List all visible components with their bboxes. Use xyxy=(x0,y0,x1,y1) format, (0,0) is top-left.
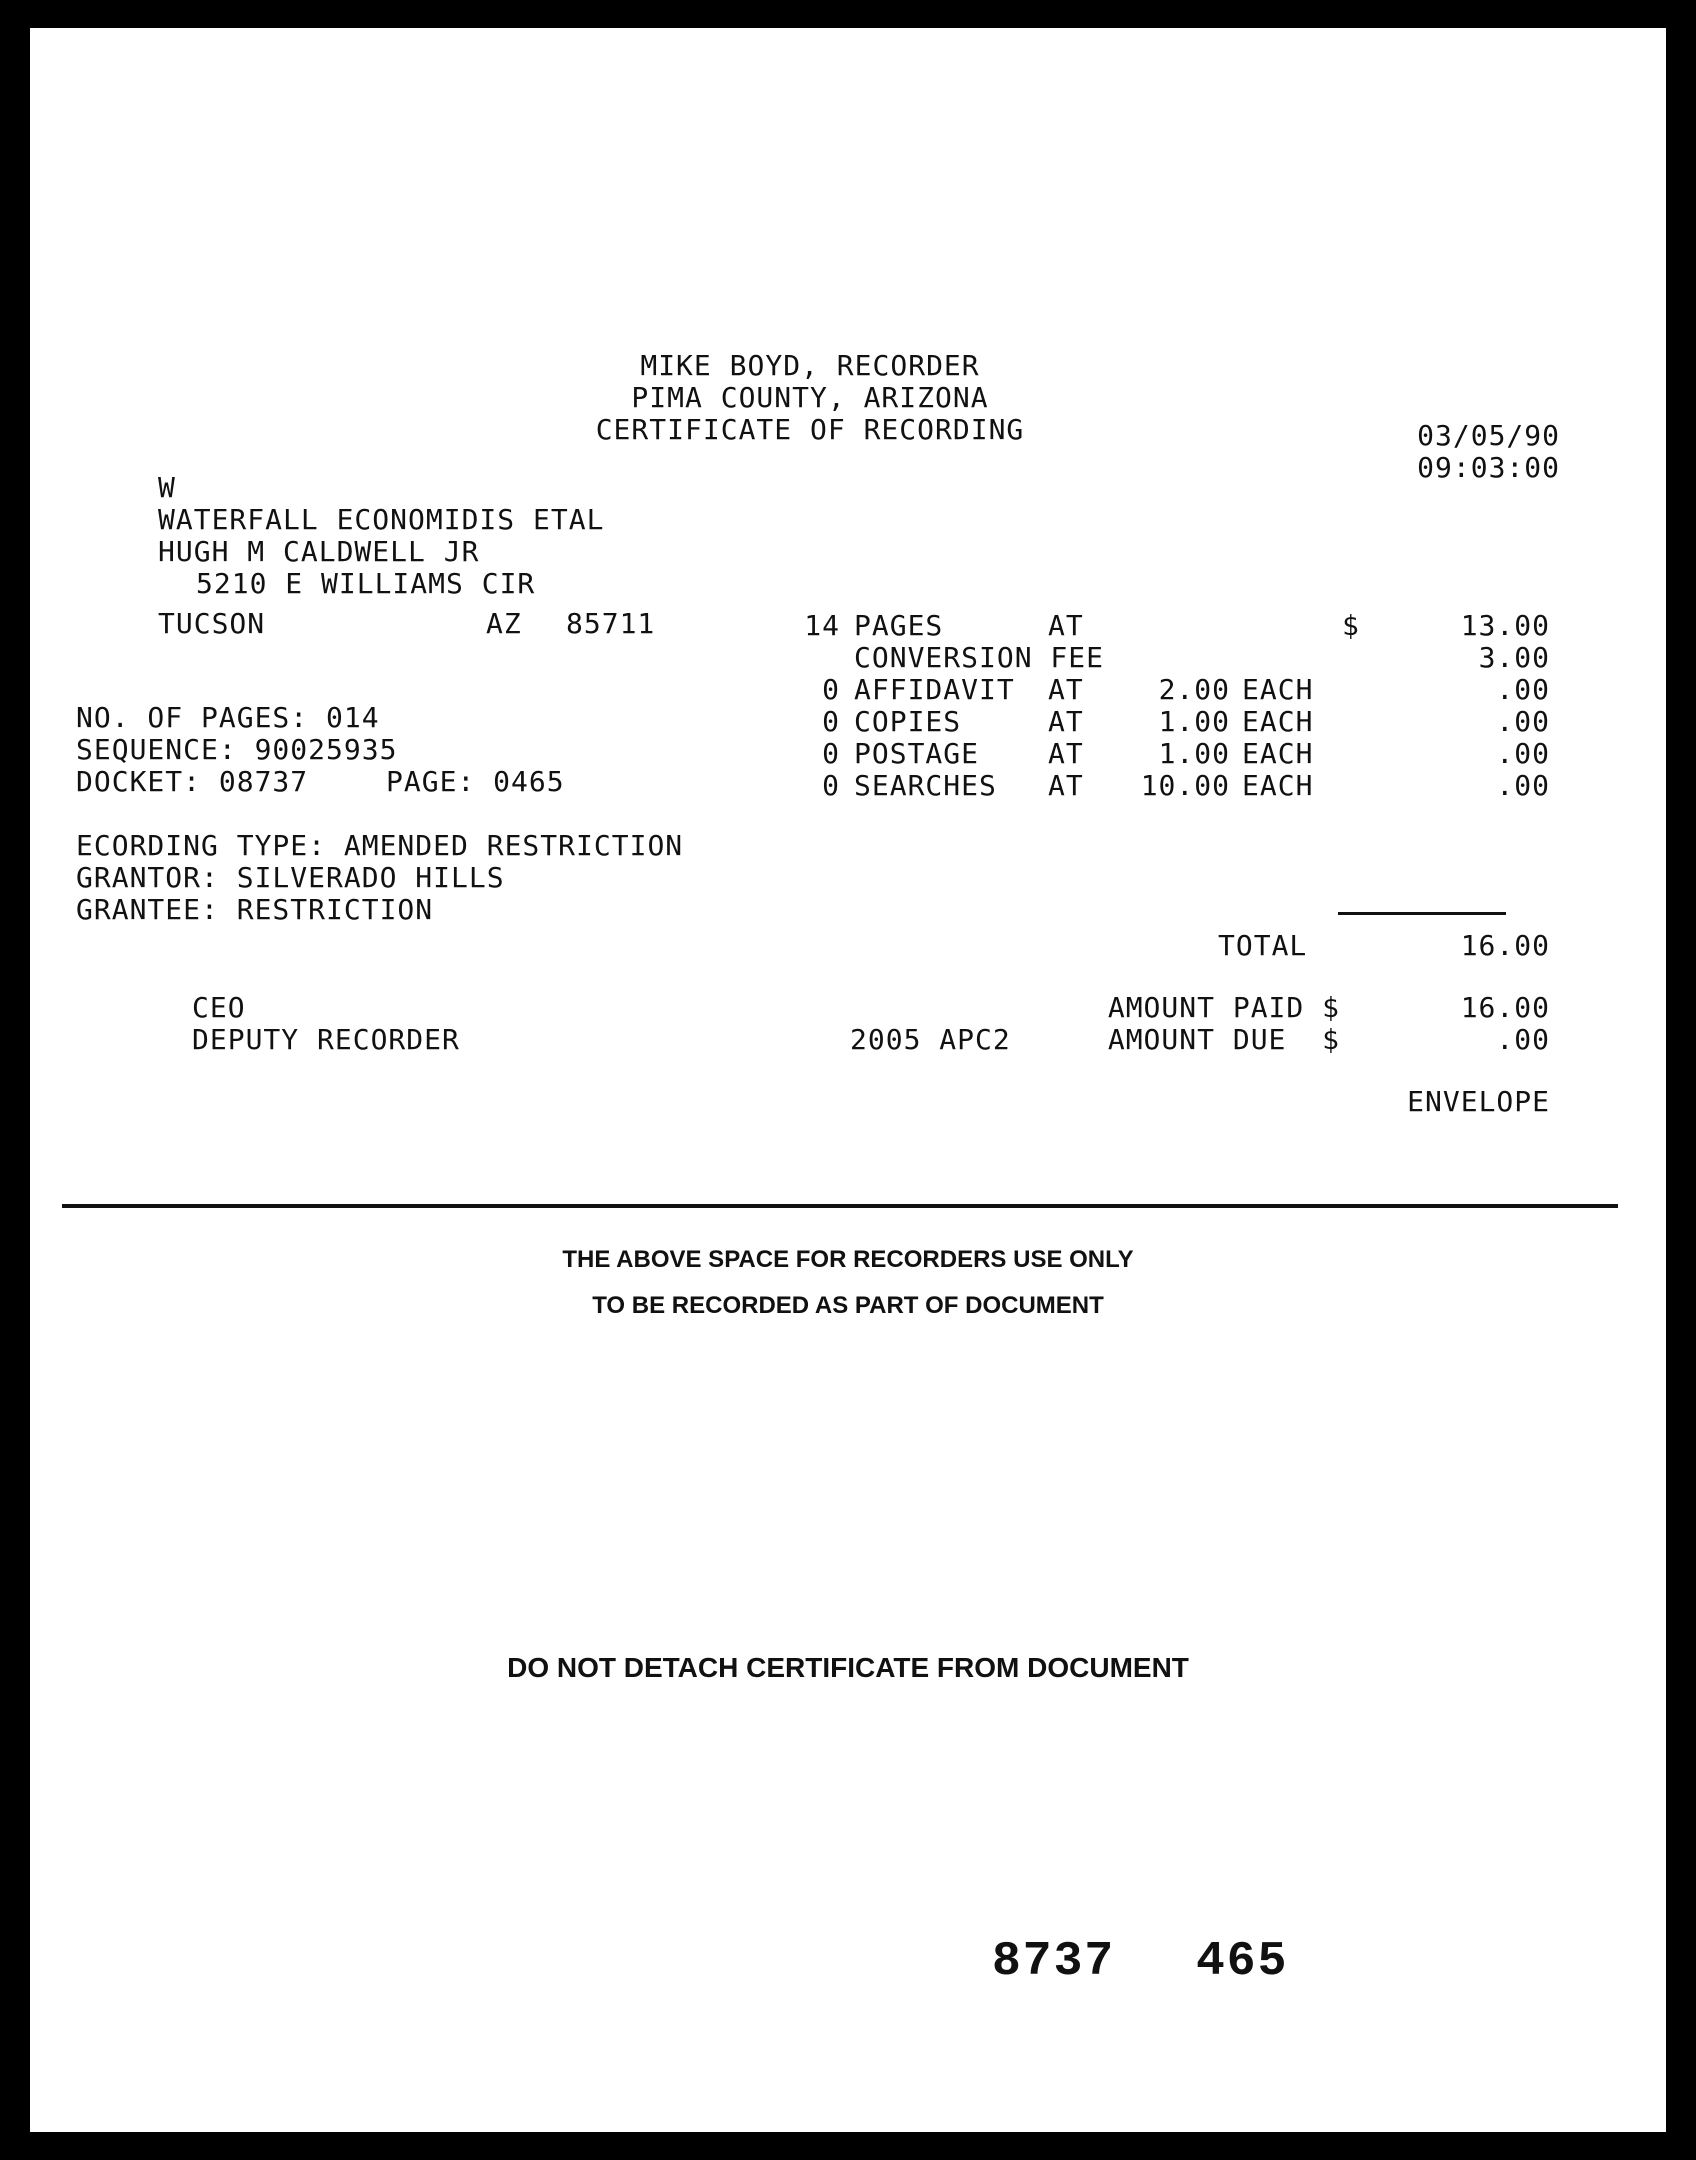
addressee-name: WATERFALL ECONOMIDIS ETAL xyxy=(158,503,605,536)
signoff-title: DEPUTY RECORDER xyxy=(192,1023,460,1056)
fee-qty: 0 xyxy=(822,737,840,770)
fee-each: EACH xyxy=(1242,705,1314,738)
do-not-detach-warning: DO NOT DETACH CERTIFICATE FROM DOCUMENT xyxy=(507,1652,1189,1683)
fee-at: AT xyxy=(1048,673,1084,706)
stamp-docket-number: 8737 xyxy=(992,1935,1116,1989)
fee-item: PAGES xyxy=(854,609,944,642)
addressee-state: AZ xyxy=(486,607,522,640)
recorders-use-notice: THE ABOVE SPACE FOR RECORDERS USE ONLY xyxy=(562,1246,1134,1273)
stamp-page-number: 465 xyxy=(1196,1935,1289,1989)
fee-rate: 10.00 xyxy=(1140,769,1230,802)
fee-each: EACH xyxy=(1242,769,1314,802)
addressee-street: 5210 E WILLIAMS CIR xyxy=(196,567,536,600)
fee-at: AT xyxy=(1048,609,1084,642)
addressee-zip: 85711 xyxy=(566,607,656,640)
amount-paid-value: 16.00 xyxy=(1460,991,1550,1024)
fee-amount: .00 xyxy=(1496,769,1550,802)
recorder-section-divider xyxy=(62,1204,1618,1208)
fee-item: CONVERSION FEE xyxy=(854,641,1105,674)
fee-item: COPIES xyxy=(854,705,962,738)
fee-item: AFFIDAVIT xyxy=(854,673,1015,706)
fee-currency: $ xyxy=(1342,609,1360,642)
certificate-title: CERTIFICATE OF RECORDING xyxy=(595,413,1025,446)
total-divider xyxy=(1338,912,1506,915)
grantor: GRANTOR: SILVERADO HILLS xyxy=(76,861,505,894)
fee-rate: 1.00 xyxy=(1158,705,1230,738)
recording-type: ECORDING TYPE: AMENDED RESTRICTION xyxy=(76,829,684,862)
docket-number: DOCKET: 08737 xyxy=(76,765,309,798)
fee-rate: 1.00 xyxy=(1158,737,1230,770)
fee-amount: .00 xyxy=(1496,705,1550,738)
envelope-label: ENVELOPE xyxy=(1407,1085,1550,1118)
amount-due-label: AMOUNT DUE $ xyxy=(1107,1023,1340,1056)
certificate-sheet xyxy=(30,28,1666,2132)
fee-amount: 3.00 xyxy=(1478,641,1550,674)
recorder-name: MIKE BOYD, RECORDER xyxy=(640,349,980,382)
fee-amount: 13.00 xyxy=(1460,609,1550,642)
fee-qty: 0 xyxy=(822,769,840,802)
amount-paid-label: AMOUNT PAID $ xyxy=(1107,991,1340,1024)
record-as-part-notice: TO BE RECORDED AS PART OF DOCUMENT xyxy=(592,1292,1104,1319)
fee-at: AT xyxy=(1048,737,1084,770)
amount-due-value: .00 xyxy=(1496,1023,1550,1056)
fee-at: AT xyxy=(1048,705,1084,738)
grantee: GRANTEE: RESTRICTION xyxy=(76,893,434,926)
fee-rate: 2.00 xyxy=(1158,673,1230,706)
page-number: PAGE: 0465 xyxy=(386,765,565,798)
fee-qty: 14 xyxy=(804,609,840,642)
fee-qty: 0 xyxy=(822,705,840,738)
fee-amount: .00 xyxy=(1496,737,1550,770)
record-date: 03/05/90 xyxy=(1417,419,1560,452)
total-label: TOTAL xyxy=(1218,929,1308,962)
addressee-city: TUCSON xyxy=(158,607,266,640)
county-state: PIMA COUNTY, ARIZONA xyxy=(631,381,989,414)
fee-each: EACH xyxy=(1242,737,1314,770)
signoff-code: 2005 APC2 xyxy=(850,1023,1011,1056)
addressee-code: W xyxy=(158,471,176,504)
fee-each: EACH xyxy=(1242,673,1314,706)
total-value: 16.00 xyxy=(1460,929,1550,962)
addressee-attn: HUGH M CALDWELL JR xyxy=(158,535,480,568)
fee-at: AT xyxy=(1048,769,1084,802)
fee-qty: 0 xyxy=(822,673,840,706)
record-time: 09:03:00 xyxy=(1417,451,1560,484)
signoff-name: CEO xyxy=(192,991,246,1024)
fee-item: POSTAGE xyxy=(854,737,980,770)
fee-item: SEARCHES xyxy=(854,769,997,802)
sequence-number: SEQUENCE: 90025935 xyxy=(76,733,398,766)
number-of-pages: NO. OF PAGES: 014 xyxy=(76,701,380,734)
fee-amount: .00 xyxy=(1496,673,1550,706)
